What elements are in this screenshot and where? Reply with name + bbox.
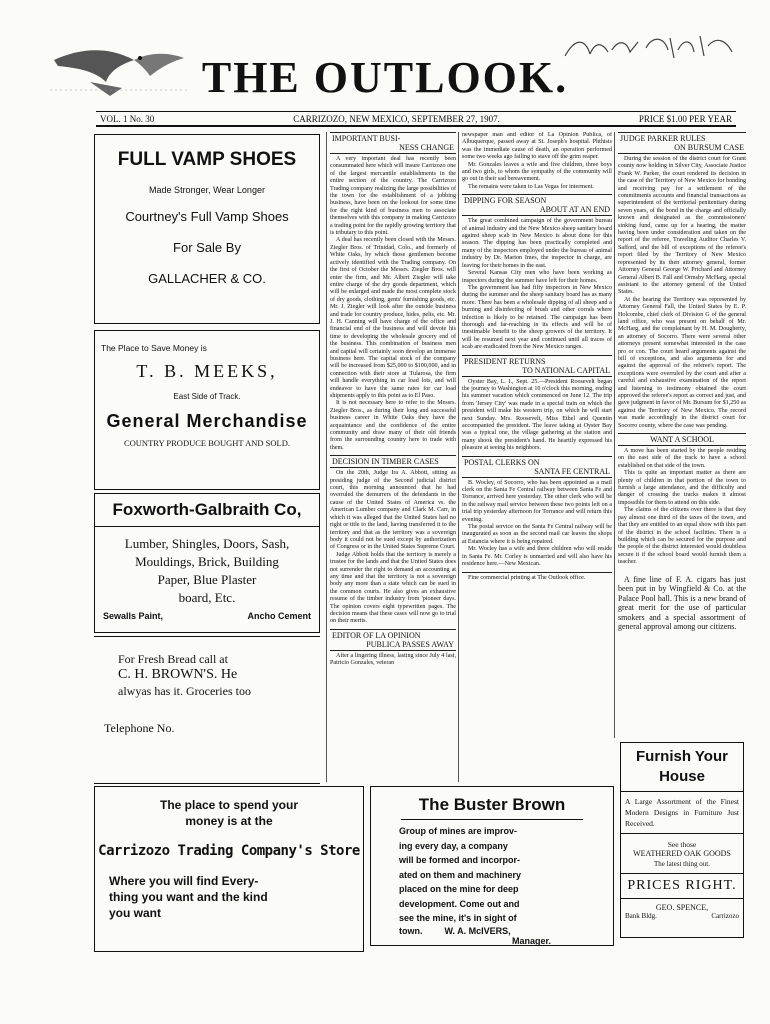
ad-business-kind: General Merchandise bbox=[106, 411, 308, 431]
ad-headline: FULL VAMP SHOES bbox=[117, 149, 297, 170]
ad-line: money is at the bbox=[185, 814, 273, 828]
article-paragraph: B. Wocley, of Socorro, who has been appointed as a mail clerk on the Santa Fe Central railway between Santa Fe and Torrance, arrived here yesterday. The other clerk who will be in the railway mail service between these two points left on a trial trip yesterday afternoon for Torrance and will return this evening. bbox=[462, 479, 612, 523]
ad-line: The place to spend your bbox=[159, 798, 299, 812]
article-paragraph: The government has had fifty inspectors in New Mexico during the summer and the sheep sanitary board has as many more. There has been a wholesale dipping of all sheep and a burning and disinfecting of brush and other corrals where infection is likely to be retained. The campaign has been thorough and far-reaching in its effects and will be of inestimable benefit to the sheep growers of the territory. It will be resumed next year and continued until all traces of scab are eradicated from the New Mexico ranges. bbox=[462, 284, 612, 351]
ad-company-name: Foxworth-Galbraith Co, bbox=[112, 500, 302, 519]
ad-line: ated on them and machinery bbox=[399, 869, 522, 880]
ad-line: see the mine, it's in sight of bbox=[399, 913, 517, 923]
article-paragraph: The remains were taken to Las Vegas for interment. bbox=[468, 183, 594, 190]
ad-line: See those bbox=[667, 840, 697, 849]
article-headline: SANTA FE CENTRAL bbox=[534, 466, 610, 476]
article-paragraph: Fine commercial printing at The Outlook office. bbox=[462, 572, 612, 582]
article-paragraph: At the hearing the Territory was represented by Attorney General Fall, the United States by E. P. Holcombe, chief clerk of Division G of the general land office, who was present on behalf of Mr. McHarg, and the complainant by H. M. Dougherty, an attorney of Socorro. There were several other attorneys present somewhat interested in the case pro or con. The court heard arguments against the bill of exceptions, and also arguments for and against the approval of the referee's report. The exceptions were overruled by the court and after a careful and exhaustive examination of the report and listening to testimony obtained the court approved the referee's report as correct and just, and gave judgment in favor of Mr. Bursum for $1,250 as against the Territory of New Mexico. The record was made accordingly in the district court for Socorro county, where the case was pending. bbox=[618, 296, 746, 429]
article-paragraph: The great combined campaign of the government bureau of animal industry and the New Mexico sheep sanitary board against sheep scab in New Mexico is about done for this season. The dipping has been practically completed and many of the inspectors employed under the bureau of animal industry by Dr. Marion Imes, the inspector in charge, are leaving for their homes in the east. bbox=[462, 218, 612, 269]
article-paragraph: Mr. Gonzales leaves a wife and five children, three boys and two girls, to whom the sympathy of the community will go out in their sad bereavement. bbox=[462, 161, 612, 183]
ad-line: placed on the mine for deep bbox=[399, 884, 519, 894]
ad-telephone: Telephone No. bbox=[104, 721, 175, 735]
ad-cement-item: Ancho Cement bbox=[247, 611, 311, 621]
ad-line: The latest thing out. bbox=[654, 860, 710, 868]
ad-line: board, Etc. bbox=[178, 590, 236, 605]
article-paragraph: newspaper man and editor of La Opinion Publica, of Albuquerque, passed away at St. Joseph's hospital. Phthisis was the immediate cause of death, an operation performed some two weeks ago failing to stave off the grim reaper. bbox=[462, 132, 612, 161]
ad-line: C. H. BROWN'S. He bbox=[118, 667, 238, 682]
column-2 bbox=[330, 132, 456, 782]
ad-address: Bank Bldg. bbox=[625, 912, 657, 920]
ad-town: Carrizozo bbox=[711, 912, 739, 920]
ad-line: WEATHERED OAK GOODS bbox=[633, 849, 731, 858]
article-paragraph: The postal service on the Santa Fe Central railway will be inaugurated as soon as the second mail car leaves the shops at Estancia where it is being repaired. bbox=[462, 524, 612, 545]
buster-brown-ad bbox=[370, 786, 614, 946]
trading-company-ad bbox=[94, 786, 364, 952]
ad-location: East Side of Track. bbox=[173, 392, 241, 401]
ad-divider bbox=[621, 898, 743, 899]
article-headline: PUBLICA PASSES AWAY bbox=[366, 639, 454, 649]
ad-line: For Fresh Bread call at bbox=[118, 652, 228, 666]
ad-line: ing every day, a company bbox=[399, 840, 508, 851]
ad-divider bbox=[621, 873, 743, 874]
article-headline: ABOUT AT AN END bbox=[539, 205, 610, 215]
article-headline: DIPPING FOR SEASON bbox=[464, 196, 547, 206]
article-paragraph: Mr. Wocley has a wife and three children who will reside in Santa Fe. Mr. Corley is unmarried and will also have his residence here.—New Mexican. bbox=[462, 546, 612, 568]
ad-signer-title: Manager. bbox=[511, 935, 551, 946]
brown-bread-ad bbox=[94, 636, 320, 784]
article-paragraph: A deal has recently been closed with the Messrs. Ziegler Bros. of Trinidad, Colo., and formerly of White Oaks, by which those gentlemen become actively identified with the Trading company. On the first of October the Messrs. Ziegler Bros. will enter the firm, and Mr. Albert Ziegler will take entire charge of the dry goods department, which will be enlarged and made the most complete stock of dry goods, clothing, gents' furnishing goods, etc. Mr. J. Ziegler will look after the outside business and trade for country produce, hides, pelts, etc. Mr. J. H. Canning will have charge of the office and financial end of the business and will devote his time to developing the wholesale grocery end of the business. This combination of business men and capital will certainly soon develop an immense business here. The capital stock of the company will be increased from $25,000 to $100,000, and in connection with their store at Tularosa, the firm will handle everything in car load lots, and will endeavor to have the same rates for car load shipments apply to this point as to El Paso. bbox=[330, 237, 456, 399]
article-paragraph: This is quite an important matter as there are plenty of children in that portion of the town to furnish a large attendance, and the difficulty and danger of crossing the tracks makes it almost impossible for them to attend on this side. bbox=[618, 470, 746, 506]
ad-line: Paper, Blue Plaster bbox=[157, 572, 257, 587]
article-headline: WANT A SCHOOL bbox=[650, 435, 714, 445]
ad-line: Group of mines are improv- bbox=[399, 826, 518, 836]
article-paragraph: Several Kansas City men who have been working as inspectors during the summer have left for their homes. bbox=[462, 270, 612, 284]
article-paragraph: The claims of the citizens over there is that they pay almost one third of the taxes of the town, and that they are entitled to an equal show with this part of the district in the school facilities. There is a building which can be secured for the purpose and the people of the district interested would doubtless secure it if the school board would furnish them a teacher. bbox=[618, 507, 746, 566]
ad-divider bbox=[95, 526, 319, 527]
column-3 bbox=[462, 132, 612, 782]
ad-merchant-name: T. B. MEEKS, bbox=[136, 361, 278, 381]
ad-seller: GALLACHER & CO. bbox=[148, 271, 266, 286]
article-paragraph: On the 20th, Judge Ira A. Abbott, sitting as presiding judge of the Second judicial district court, this morning announced that he had overruled the demurrers of the defendants in the cause of the United States of America vs. the American Lumber company and Clark M. Carr, in which it was alleged that the United States had no right or title to the land, having transferred it to the territory and that as the territory was a sovereign body it could not be sued except by authorization of Congress or in the United States Supreme Court. bbox=[330, 470, 456, 551]
ad-line: town. bbox=[399, 925, 423, 936]
meeks-ad bbox=[94, 330, 320, 490]
article-headline: IMPORTANT BUSI- bbox=[332, 134, 401, 143]
article-paragraph: It is not necessary here to refer to the Messrs. Ziegler Bros., as during their long and successful business career in White Oaks they have the acquaintance and the confidence of the entire community and draw many of their old friends from the surrounding country here to trade with them. bbox=[330, 400, 456, 451]
ad-headline: The Buster Brown bbox=[418, 795, 566, 814]
ad-divider bbox=[401, 819, 583, 820]
article-paragraph: A very important deal has recently been consummated here which will insure Carrizozo one of the largest mercantile establishments in the entire section of the country. The Carrizozo Trading company realizing the large possibilities of the town for the establishment of a jobbing business, have been on the lookout for some time for the right kind of business men to associate themselves with this company in making Carrizozo a trading point for the rapidly growing territory that is tributary to this point. bbox=[330, 156, 456, 237]
ad-body: A Large Assortment of the Finest Modern Designs in Furniture Just Received. bbox=[625, 797, 739, 828]
subscription-price: PRICE $1.00 PER YEAR bbox=[638, 113, 732, 124]
spence-furniture-ad bbox=[620, 742, 744, 938]
issue-line bbox=[96, 111, 736, 127]
article-paragraph: Oyster Bay, L. I., Sept. 25.—President Roosevelt began the journey to Washington at 10 o'clock this morning, ending his summer vacation which commenced on June 12. The trip from 'Jersey City' was made in a special train on which the president will make his western trip, on which he will start next Sunday. Mrs. Roosevelt, Miss Ethel and Quentin accompanied the president. The leave taking at Oyster Bay was a typical one, the village gathering at the station and many shook the president's hand. He heartily expressed his pleasure at seeing his neighbors. bbox=[462, 378, 612, 452]
ad-line: development. Come out and bbox=[399, 898, 520, 909]
article-headline: JUDGE PARKER RULES bbox=[620, 134, 706, 143]
article-paragraph: Judge Abbott holds that the territory is merely a trustee for the lands and that the United States does not surrender the right to demand an accounting at any time and that the territory is not a sovereign body any more than a state which can be sued in the common courts. He also gives an exhaustive resume of the timber industry from 'pioneer days. The opinion covers eight typewritten pages. The decision means that these cases will now go to trial on their merits. bbox=[330, 551, 456, 625]
ad-tagline: Made Stronger, Wear Longer bbox=[149, 185, 265, 195]
article-headline: PRESIDENT RETURNS bbox=[464, 356, 546, 366]
article-paragraph: A move has been started by the people residing on the east side of the track to have a school established on that side of the town. bbox=[618, 448, 746, 469]
ad-line: you want bbox=[109, 906, 162, 920]
ad-for-sale: For Sale By bbox=[173, 240, 241, 255]
volume-number: VOL. 1 No. 30 bbox=[100, 113, 155, 124]
ad-line: Lumber, Shingles, Doors, Sash, bbox=[124, 536, 290, 551]
article-headline: NESS CHANGE bbox=[399, 143, 454, 152]
ad-paint-item: Sewalls Paint, bbox=[103, 611, 164, 621]
ad-produce-line: COUNTRY PRODUCE BOUGHT AND SOLD. bbox=[123, 438, 290, 448]
ad-headline: Furnish Your bbox=[636, 748, 728, 765]
ad-brand: Courtney's Full Vamp Shoes bbox=[125, 209, 289, 224]
article-headline: EDITOR OF LA OPINION bbox=[332, 630, 421, 640]
place-and-date: CARRIZOZO, NEW MEXICO, SEPTEMBER 27, 1907. bbox=[293, 113, 500, 124]
column-rule bbox=[614, 132, 615, 738]
full-vamp-shoes-ad bbox=[94, 134, 320, 324]
ad-divider bbox=[621, 791, 743, 792]
ad-divider bbox=[621, 833, 743, 834]
ad-line: thing you want and the kind bbox=[109, 890, 268, 904]
article-headline: ON BURSUM CASE bbox=[674, 143, 744, 152]
article-paragraph: During the session of the district court for Grant county now holding in Silver City, Associate Justice Frank W. Parker, the court rendered its decision in the case of the Territory of New Mexico for bonding and receiving pay for a settlement of the commitments accounts and financial transactions as superintendent of the territorial penitentiary during seven years, of the bond in the charge and officially known and designated as the commissioners' sinking fund, came up for a hearing, the matter having been under consideration and taken on the report of the referee, Traveling Auditor Charles V. Safford, and the bill of exceptions of the referee's report filed by the Territory of New Mexico represented by its then attorney general, former Attorney General George W. Prichard and Attorney General Albert B. Fall and Ormsby McHarg, special assistant to the attorney general of the United States. bbox=[618, 156, 746, 296]
article-headline: TO NATIONAL CAPITAL bbox=[522, 365, 610, 375]
column-rule bbox=[458, 132, 459, 782]
ad-line: Mouldings, Brick, Building bbox=[135, 554, 279, 569]
column-rule bbox=[326, 132, 327, 782]
newspaper-title: THE OUTLOOK. bbox=[201, 53, 569, 102]
ad-merchant-name: GEO. SPENCE, bbox=[655, 903, 709, 912]
ad-signer: W. A. McIVERS, bbox=[444, 925, 511, 936]
article-headline: POSTAL CLERKS ON bbox=[464, 457, 540, 467]
column-4 bbox=[618, 132, 746, 738]
article-paragraph: A fine line of F. A. cigars has just been put in by Wingfield & Co. at the Palace Pool hall. This is a new brand of great merit for the use of particular smokers and a special assortment of general approval among our citizens. bbox=[618, 574, 746, 632]
ad-line: Where you will find Every- bbox=[109, 874, 259, 888]
ad-prices: PRICES RIGHT. bbox=[627, 878, 737, 893]
ad-line: alwyas has it. Groceries too bbox=[118, 684, 251, 698]
foxworth-galbraith-ad bbox=[94, 493, 320, 633]
ad-headline: House bbox=[659, 768, 705, 785]
ad-line: will be formed and incorpor- bbox=[399, 855, 521, 865]
ad-store-name: Carrizozo Trading Company's Store bbox=[98, 843, 360, 859]
article-paragraph: After a lingering illness, lasting since July 4 last, Patricio Gonzales, veteran bbox=[330, 652, 456, 667]
article-headline: DECISION IN TIMBER CASES bbox=[332, 457, 439, 467]
ad-tagline: The Place to Save Money is bbox=[101, 343, 207, 353]
